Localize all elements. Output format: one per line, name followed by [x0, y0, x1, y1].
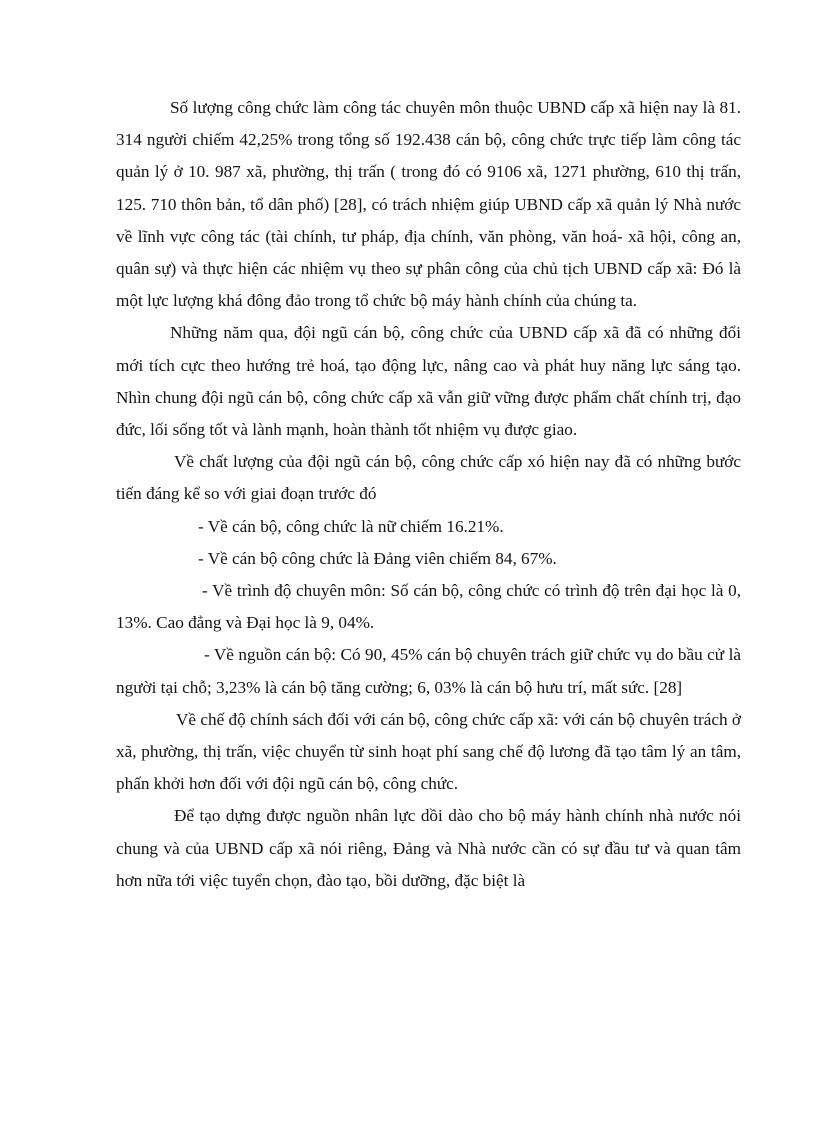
bullet-staff-source: - Về nguồn cán bộ: Có 90, 45% cán bộ chuyên trách giữ chức vụ do bầu cử là người tại chỗ; 3,23% là cán bộ tăng cường; 6, 03% là cán bộ hưu trí, mất sức. [28]	[116, 645, 741, 697]
paragraph-recent-changes: Những năm qua, đội ngũ cán bộ, công chức của UBND cấp xã đã có những đổi mới tích cực theo hướng trẻ hoá, tạo động lực, nâng cao và phát huy năng lực sáng tạo. Nhìn chung đội ngũ cán bộ, công chức cấp xã vẫn giữ vững được phẩm chất chính trị, đạo đức, lối sống tốt và lành mạnh, hoàn thành tốt nhiệm vụ được giao.	[116, 323, 741, 440]
bullet-party-member-ratio: - Về cán bộ công chức là Đảng viên chiếm 84, 67%.	[198, 548, 557, 568]
paragraph-policy: Về chế độ chính sách đối với cán bộ, công chức cấp xã: với cán bộ chuyên trách ở xã, phường, thị trấn, việc chuyển từ sinh hoạt phí sang chế độ lương đã tạo tâm lý an tâm, phấn khởi hơn đối với đội ngũ cán bộ, công chức.	[116, 709, 741, 794]
paragraph-human-resources: Để tạo dựng được nguồn nhân lực dồi dào cho bộ máy hành chính nhà nước nói chung và của UBND cấp xã nói riêng, Đảng và Nhà nước cần có sự đầu tư và quan tâm hơn nữa tới việc tuyển chọn, đào tạo, bồi dưỡng, đặc biệt là	[116, 806, 741, 890]
bullet-education-level: - Về trình độ chuyên môn: Số cán bộ, công chức có trình độ trên đại học là 0, 13%. Cao đẳng và Đại học là 9, 04%.	[116, 581, 741, 633]
paragraph-quality-intro: Về chất lượng của đội ngũ cán bộ, công chức cấp xó hiện nay đã có những bước tiến đáng kể so với giai đoạn trước đó	[116, 452, 741, 504]
bullet-female-ratio: - Về cán bộ, công chức là nữ chiếm 16.21%.	[198, 516, 504, 536]
paragraph-commune-staff-count: Số lượng công chức làm công tác chuyên môn thuộc UBND cấp xã hiện nay là 81. 314 người chiếm 42,25% trong tổng số 192.438 cán bộ, công chức trực tiếp làm công tác quản lý ở 10. 987 xã, phường, thị trấn ( trong đó có 9106 xã, 1271 phường, 610 thị trấn, 125. 710 thôn bản, tổ dân phố) [28], có trách nhiệm giúp UBND cấp xã quản lý Nhà nước về lĩnh vực công tác (tài chính, tư pháp, địa chính, văn phòng, văn hoá- xã hội, công an, quân sự) và thực hiện các nhiệm vụ theo sự phân công của chủ tịch UBND cấp xã: Đó là một lực lượng khá đông đảo trong tổ chức bộ máy hành chính của chúng ta.	[116, 98, 741, 311]
body-text	[116, 92, 741, 897]
